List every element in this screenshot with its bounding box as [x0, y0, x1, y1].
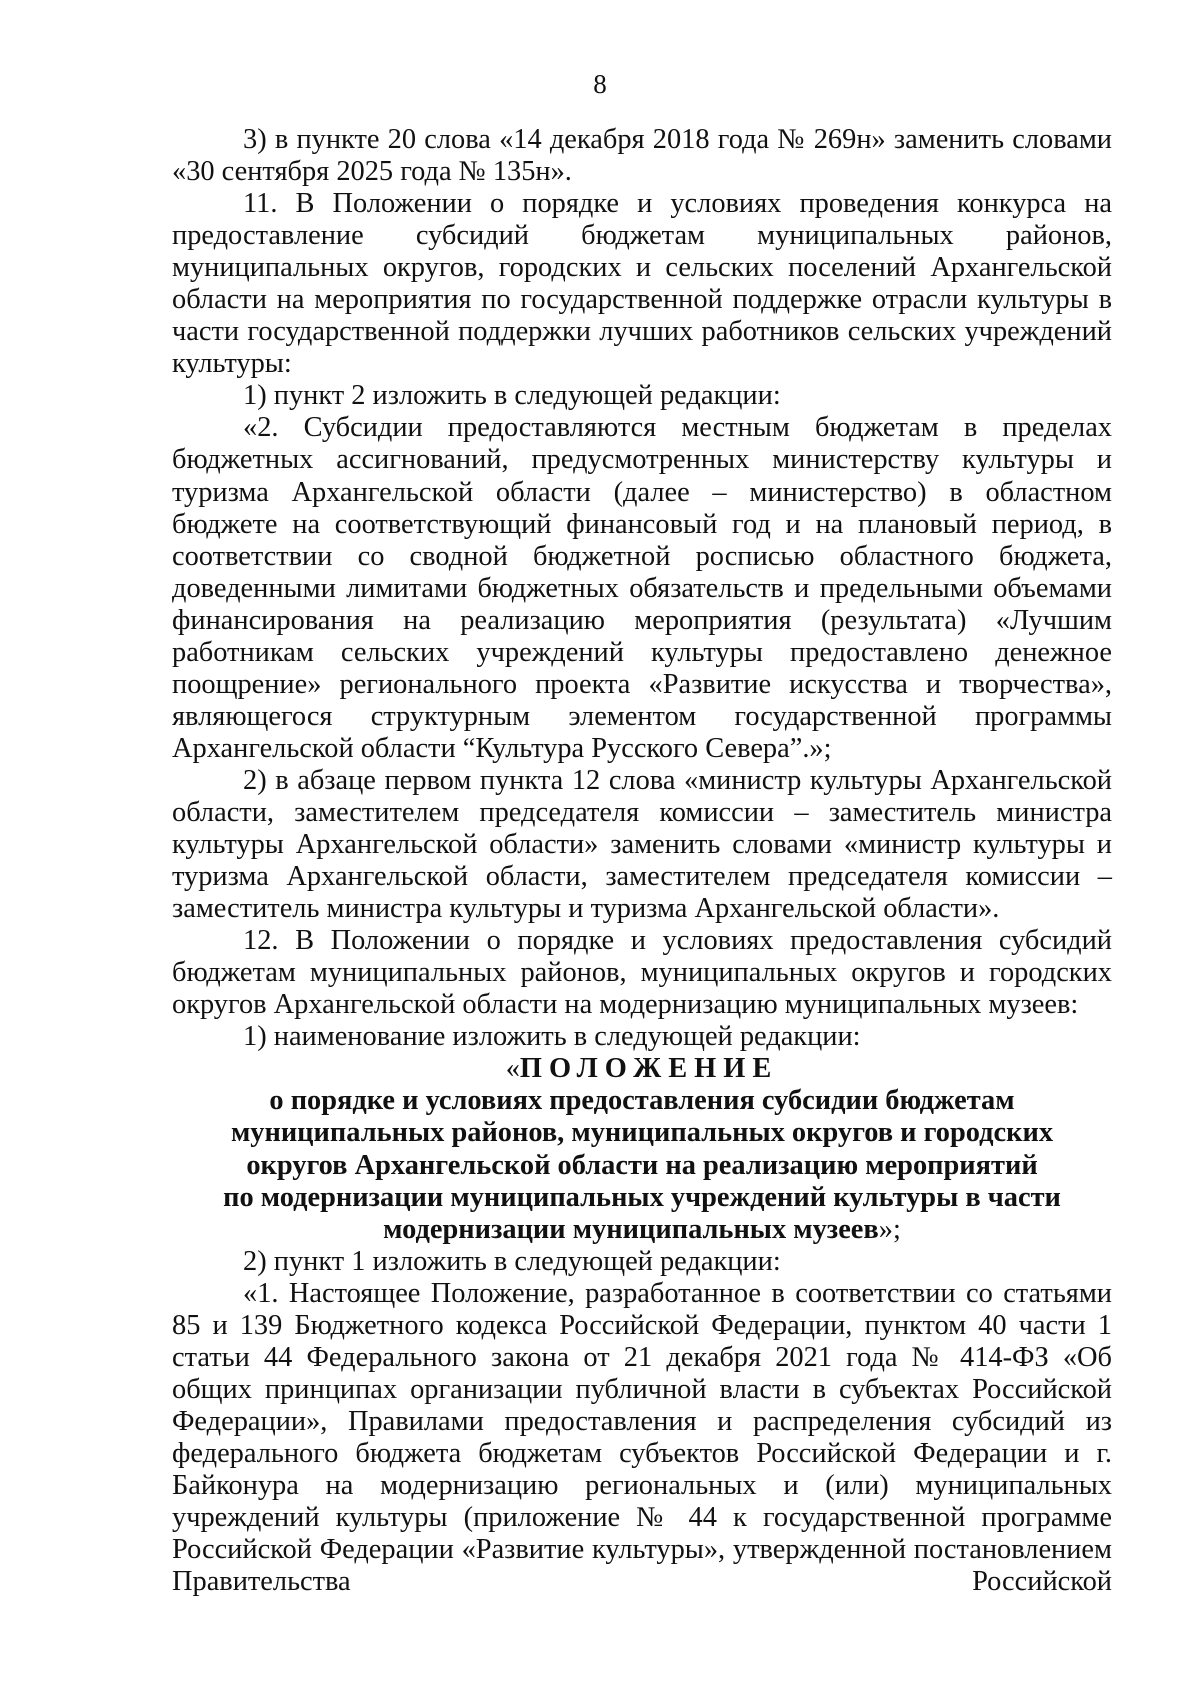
- paragraph-section-12: 12. В Положении о порядке и условиях предоставления субсидий бюджетам муниципальных районов, муниципальных округов и городских округов Архангельской области на модернизацию муниципальных музеев:: [172, 925, 1112, 1021]
- page-number: 8: [593, 69, 607, 99]
- paragraph-point-12-amendment: 2) в абзаце первом пункта 12 слова «министр культуры Архангельской области, заместителем председателя комиссии – заместитель министра культуры Архангельской области» заменить словами «министр культуры и туризма Архангельской области, заместителем председателя комиссии – заместитель министра культуры и туризма Архангельской области».: [172, 764, 1112, 925]
- heading-title: ПОЛОЖЕНИЕ: [519, 1053, 779, 1085]
- paragraph-point-2-intro: 1) пункт 2 изложить в следующей редакции:: [243, 380, 781, 412]
- heading-title-line: [172, 1053, 1112, 1085]
- document-body: [172, 124, 1112, 1598]
- paragraph-item-3-point-20: 3) в пункте 20 слова «14 декабря 2018 года № 269н» заменить словами «30 сентября 2025 года № 135н».: [172, 124, 1112, 188]
- heading-line: округов Архангельской области на реализацию мероприятий: [246, 1149, 1038, 1181]
- regulation-heading: [172, 1053, 1112, 1245]
- heading-last-line-text: модернизации муниципальных музеев: [383, 1213, 879, 1245]
- heading-open-quote: «: [505, 1053, 520, 1085]
- heading-line: по модернизации муниципальных учреждений культуры в части: [223, 1181, 1061, 1213]
- paragraph-section-11: 11. В Положении о порядке и условиях проведения конкурса на предоставление субсидий бюджетам муниципальных районов, муниципальных округов, городских и сельских поселений Архангельской области на мероприятия по государственной поддержке отрасли культуры в части государственной поддержки лучших работников сельских учреждений культуры:: [172, 188, 1112, 380]
- heading-line: муниципальных районов, муниципальных округов и городских: [230, 1117, 1054, 1149]
- heading-line: о порядке и условиях предоставления субсидии бюджетам: [269, 1085, 1015, 1117]
- paragraph-point-1-intro: 2) пункт 1 изложить в следующей редакции:: [243, 1245, 781, 1277]
- paragraph-point-1-text: «1. Настоящее Положение, разработанное в соответствии со статьями 85 и 139 Бюджетного кодекса Российской Федерации, пунктом 40 части 1 статьи 44 Федерального закона от 21 декабря 2021 года № 414-ФЗ «Об общих принципах организации публичной власти в субъектах Российской Федерации», Правилами предоставления и распределения субсидий из федерального бюджета бюджетам субъектов Российской Федерации и г. Байконура на модернизацию региональных и (или) муниципальных учреждений культуры (приложение № 44 к государственной программе Российской Федерации «Развитие культуры», утвержденной постановлением Правительства Российской: [172, 1277, 1112, 1598]
- paragraph-title-intro: 1) наименование изложить в следующей редакции:: [243, 1021, 861, 1053]
- heading-last-line: [172, 1214, 1112, 1246]
- paragraph-point-2-text: «2. Субсидии предоставляются местным бюджетам в пределах бюджетных ассигнований, предусмотренных министерству культуры и туризма Архангельской области (далее – министерство) в областном бюджете на соответствующий финансовый год и на плановый период, в соответствии со сводной бюджетной росписью областного бюджета, доведенными лимитами бюджетных обязательств и предельными объемами финансирования на реализацию мероприятия (результата) «Лучшим работникам сельских учреждений культуры предоставлено денежное поощрение» регионального проекта «Развитие искусства и творчества», являющегося структурным элементом государственной программы Архангельской области “Культура Русского Севера”.»;: [172, 412, 1112, 764]
- heading-close: »;: [878, 1213, 901, 1245]
